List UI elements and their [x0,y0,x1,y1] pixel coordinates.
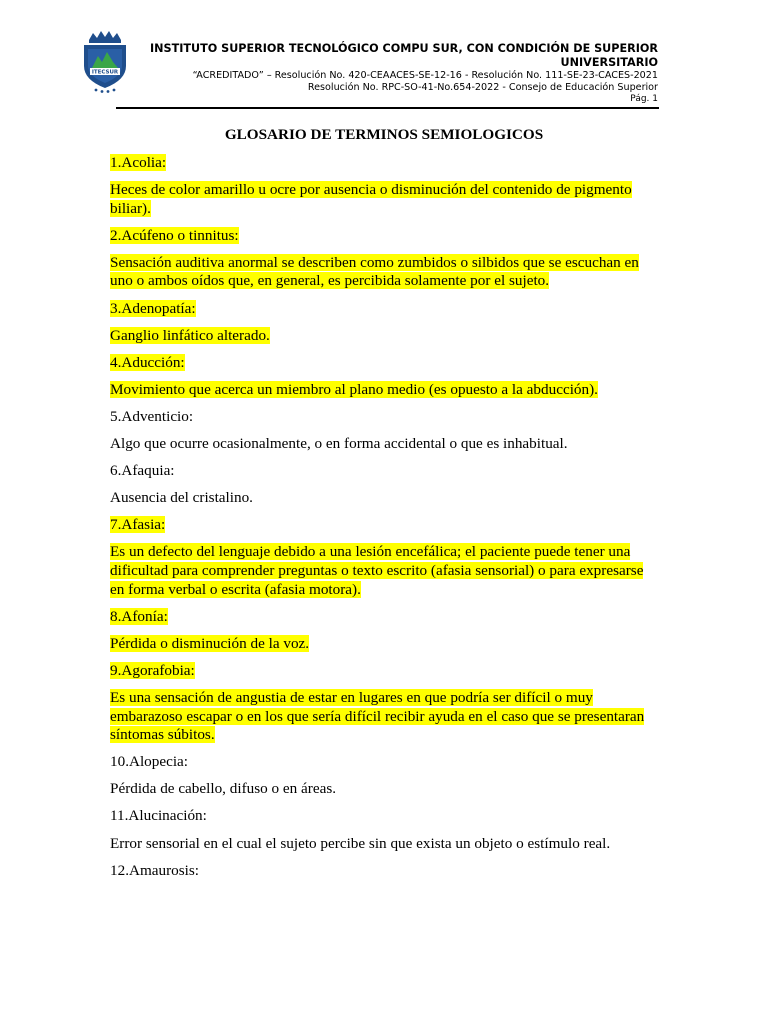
accreditation-line2: Resolución No. RPC-SO-41-No.654-2022 - Consejo de Educación Superior [307,81,658,93]
paragraph-text: 2.Acúfeno o tinnitus: [110,226,239,244]
paragraph-text: Algo que ocurre ocasionalmente, o en forma accidental o que es inhabitual. [110,435,568,453]
glossary-definition [110,381,658,400]
paragraph-text: 12.Amaurosis: [110,861,200,879]
paragraph-text: 6.Afaquia: [110,462,175,480]
glossary-term [110,608,658,627]
paragraph-text: 4.Aducción: [110,353,185,371]
paragraph-text: Sensación auditiva anormal se describen como zumbidos o silbidos que se escuchan en uno o ambos oídos que, en general, es percibida solamente por el sujeto. [110,253,639,290]
glossary-term [110,408,658,427]
glossary-term [110,300,658,319]
glossary-term [110,862,658,881]
paragraph-text: Error sensorial en el cual el sujeto percibe sin que exista un objeto o estímulo real. [110,834,611,852]
document-title: GLOSARIO DE TERMINOS SEMIOLOGICOS [224,126,544,143]
glossary-definition [110,254,658,291]
header-text-block [150,42,658,105]
paragraph-text: 1.Acolia: [110,154,167,171]
glossary-definition [110,689,658,745]
institution-name-line1: INSTITUTO SUPERIOR TECNOLÓGICO COMPU SUR, CON CONDICIÓN DE SUPERIOR [150,42,658,55]
paragraph-text: Pérdida o disminución de la voz. [110,634,310,652]
page-header [80,30,660,110]
paragraph-text: Ausencia del cristalino. [110,489,253,507]
accreditation-line1: “ACREDITADO” – Resolución No. 420-CEAACES-SE-12-16 - Resolución No. 111-SE-23-CACES-2021 [192,70,658,81]
institution-name-line2: UNIVERSITARIO [560,56,658,69]
glossary-term [110,354,658,373]
paragraph-text: 11.Alucinación: [110,807,207,825]
glossary-term [110,154,658,173]
paragraph-text: 7.Afasia: [110,516,166,534]
logo-text: ITECSUR [91,69,119,76]
glossary-definition [110,489,658,508]
glossary-definition [110,780,658,799]
paragraph-text: 9.Agorafobia: [110,661,195,679]
paragraph-text: 8.Afonía: [110,607,168,625]
paragraph-text: Heces de color amarillo u ocre por ausencia o disminución del contenido de pigmento biliar). [110,181,632,217]
page-number: Pág. 1 [630,93,658,104]
paragraph-text: Movimiento que acerca un miembro al plano medio (es opuesto a la abducción). [110,380,598,398]
paragraph-text: Es una sensación de angustia de estar en lugares en que podría ser difícil o muy embarazoso escapar o en los que sería difícil recibir ayuda en el caso que se presentaran síntomas súbitos. [110,688,645,744]
glossary-definition [110,181,658,218]
glossary-term [110,462,658,481]
paragraph-text: Ganglio linfático alterado. [110,326,270,344]
glossary-list [110,154,658,880]
glossary-definition [110,635,658,654]
header-divider [116,107,659,109]
glossary-term [110,662,658,681]
paragraph-text: Es un defecto del lenguaje debido a una lesión encefálica; el paciente puede tener una dificultad para comprender preguntas o texto escrito (afasia sensorial) o para expresarse en forma verbal o escrita (afasia motora). [110,543,644,598]
glossary-definition [110,543,658,599]
paragraph-text: 5.Adventicio: [110,407,194,425]
paragraph-text: Pérdida de cabello, difuso o en áreas. [110,780,337,798]
document-body [110,126,658,889]
glossary-term [110,807,658,826]
glossary-definition [110,835,658,854]
glossary-term [110,227,658,246]
glossary-definition [110,435,658,454]
institute-logo-icon [80,30,130,94]
paragraph-text: 10.Alopecia: [110,753,189,771]
glossary-term [110,753,658,772]
paragraph-text: 3.Adenopatía: [110,299,196,317]
glossary-definition [110,327,658,346]
glossary-term [110,516,658,535]
